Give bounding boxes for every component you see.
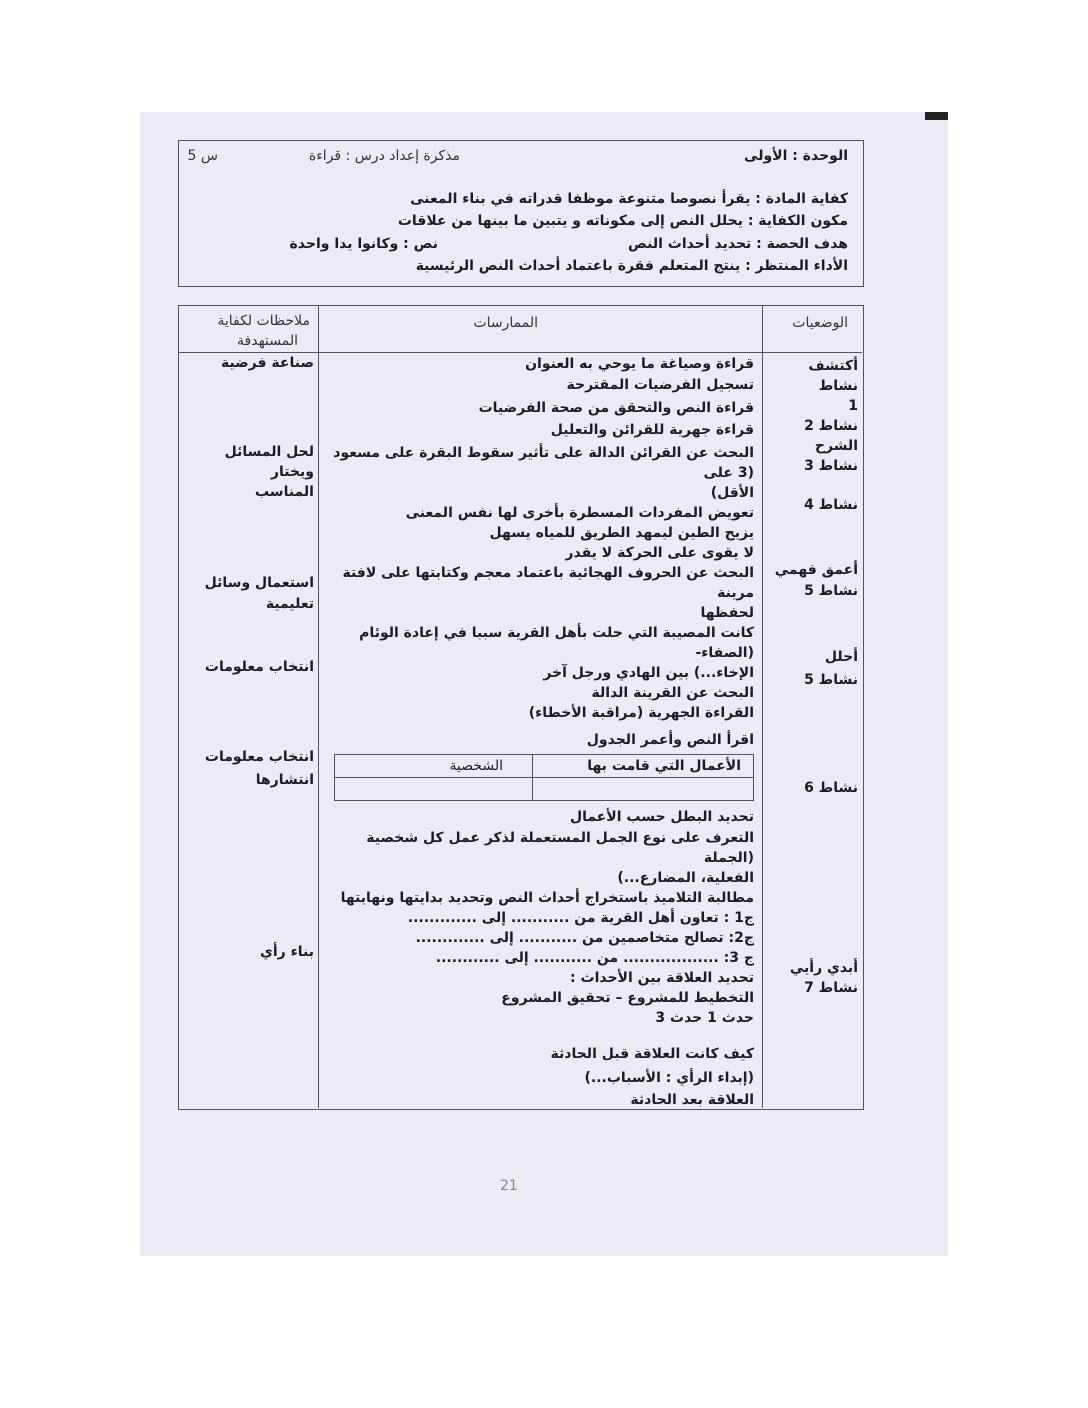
practice-line: مطالبة التلاميذ باستخراج أحداث النص وتحديد بدايتها ونهايتها: [340, 890, 754, 906]
practice-line: حدث 1 حدث 3: [655, 1010, 754, 1026]
practice-line: ج1 : تعاون أهل القرية من ........... إلى .............: [407, 910, 754, 926]
situation-label: نشاط 3: [804, 458, 858, 474]
practice-line: لا يقوى على الحركة لا يقدر: [565, 545, 754, 561]
practice-line: قراءة النص والتحقق من صحة الفرضيات: [478, 400, 754, 416]
competence: كفاية المادة : يقرأ نصوصا متنوعة موظفا قدراته في بناء المعنى: [410, 191, 848, 207]
expected-performance: الأداء المنتظر : ينتج المتعلم فقرة باعتماد أحداث النص الرئيسية: [415, 258, 848, 274]
note-line: صناعة فرضية: [220, 355, 314, 371]
situation-label: أكتشف نشاط: [808, 358, 858, 394]
row-divider: [335, 777, 753, 778]
inner-col-character: الشخصية: [449, 758, 503, 774]
situation-label: 1: [848, 398, 858, 414]
column-header-notes: ملاحظات لكفاية: [217, 313, 310, 329]
practice-line: (إبداء الرأي : الأسباب...): [584, 1070, 754, 1086]
practice-line: التعرف على نوع الجمل المستعملة لذكر عمل كل شخصية (الجملة: [366, 830, 754, 866]
practice-line: الفعلية، المضارع...): [617, 870, 754, 886]
column-divider: [762, 305, 763, 1108]
practice-line: الإخاء...) بين الهادي ورجل آخر: [543, 665, 754, 681]
situation-label: نشاط 4: [804, 497, 858, 513]
practice-line: كانت المصيبة التي حلت بأهل القرية سببا في إعادة الوئام (الصفاء-: [359, 625, 754, 661]
situation-label: أعمق فهمي: [774, 562, 858, 578]
practice-line: قراءة وصياغة ما يوحي به العنوان: [525, 356, 754, 372]
column-divider: [318, 305, 319, 1108]
practice-line: القراءة الجهرية (مراقبة الأخطاء): [528, 705, 754, 721]
practice-line: كيف كانت العلاقة قبل الحادثة: [550, 1046, 754, 1062]
note-line: لحل المسائل ويختار: [224, 444, 314, 480]
practice-line: التخطيط للمشروع – تحقيق المشروع: [501, 990, 754, 1006]
note-line: انتخاب معلومات: [204, 659, 314, 675]
practice-line: تعويض المفردات المسطرة بأخرى لها نفس المعنى: [405, 505, 754, 521]
practice-line: البحث عن القرائن الدالة على تأثير سقوط البقرة على مسعود (3 على: [333, 445, 754, 481]
scan-edge: [925, 112, 948, 120]
practice-line: تحديد العلاقة بين الأحداث :: [570, 970, 754, 986]
column-header-notes: المستهدفة: [237, 333, 298, 349]
note-line: انتخاب معلومات: [204, 749, 314, 765]
situation-label: أحلل: [824, 649, 858, 665]
situation-label: نشاط 2: [804, 418, 858, 434]
note-line: استعمال وسائل: [204, 575, 314, 591]
note-line: انتشارها: [255, 772, 314, 788]
practice-line: الأقل): [710, 485, 754, 501]
situation-label: نشاط 5: [804, 583, 858, 599]
practice-line: لحفظها: [700, 605, 754, 621]
session-label: س 5: [187, 148, 218, 164]
practice-line: اقرأ النص وأعمر الجدول: [586, 732, 754, 748]
practice-line: البحث عن القرينة الدالة: [591, 685, 754, 701]
notes-column: [184, 353, 314, 962]
situation-label: الشرح: [814, 438, 858, 454]
situation-label: نشاط 6: [804, 780, 858, 796]
column-header-practices: الممارسات: [473, 315, 538, 331]
practices-column: [324, 354, 754, 1110]
characters-table: [334, 754, 754, 801]
note-line: تعليمية: [265, 596, 314, 612]
column-header-situations: الوضعيات: [792, 315, 848, 331]
practice-line: البحث عن الحروف الهجائية باعتماد معجم وكتابتها على لافتة مرينة: [342, 565, 754, 601]
competence-component: مكون الكفاية : يحلل النص إلى مكوناته و يتبين ما بينها من علاقات: [397, 213, 848, 229]
note-line: بناء رأي: [260, 944, 314, 960]
practice-line: تحديد البطل حسب الأعمال: [569, 809, 754, 825]
unit-label: الوحدة : الأولى: [744, 148, 848, 164]
practice-line: العلاقة بعد الحادثة: [630, 1092, 754, 1108]
session-goal: هدف الحصة : تحديد أحداث النص: [628, 236, 848, 252]
practice-line: ج2: تصالح متخاصمين من ........... إلى .............: [415, 930, 754, 946]
page-number: 21: [500, 1178, 518, 1194]
situation-label: نشاط 5: [804, 672, 858, 688]
note-line: المناسب: [254, 484, 314, 500]
situation-label: نشاط 7: [804, 980, 858, 996]
situation-label: أبدي رأيي: [789, 960, 858, 976]
practice-line: تسجيل الفرضيات المقترحة: [566, 377, 754, 393]
practice-line: ج 3: .................. من ........... إلى ............: [435, 950, 754, 966]
situations-column: [766, 354, 858, 998]
practice-line: يزيح الطين ليمهد الطريق للمياه يسهل: [489, 525, 754, 541]
practice-line: قراءة جهرية للقرائن والتعليل: [550, 422, 754, 438]
lesson-title: مذكرة إعداد درس : قراءة: [308, 148, 460, 164]
inner-col-actions: الأعمال التي قامت بها: [587, 758, 741, 774]
text-title: نص : وكانوا يدا واحدة: [289, 236, 438, 252]
